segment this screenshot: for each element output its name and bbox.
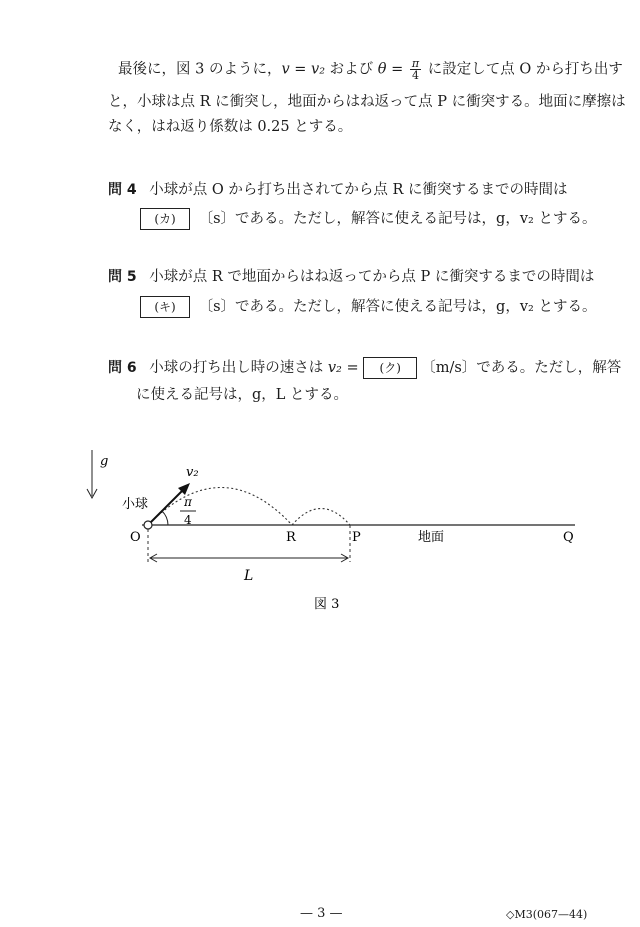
q6-text-1a: 小球の打ち出し時の速さは	[149, 360, 328, 376]
page-number: — 3 —	[300, 906, 343, 921]
velocity-arrow-line	[148, 489, 184, 525]
q5-label: 問 5	[108, 269, 137, 285]
point-r-label: R	[286, 530, 296, 545]
fraction-pi-over-4	[410, 58, 421, 81]
point-q-label: Q	[563, 530, 574, 545]
distance-label: L	[244, 568, 254, 584]
angle-arc	[162, 511, 168, 525]
eq-sign-2: =	[386, 61, 408, 78]
q6-eq-sign: =	[341, 360, 364, 376]
intro-line-2: と，小球は点 R に衝突し，地面からはね返って点 P に衝突する。地面に摩擦は	[108, 94, 626, 110]
intro-line-3: なく，はね返り係数は 0.25 とする。	[108, 119, 353, 135]
ground-label: 地面	[418, 530, 445, 545]
exam-code: ◇M3(067—44)	[506, 908, 588, 921]
q6-text-1b: 〔m/s〕である。ただし，解答	[421, 360, 622, 376]
q6-line-1	[108, 357, 621, 379]
trajectory-r-to-p	[292, 509, 350, 526]
q4-label: 問 4	[108, 182, 137, 198]
var-v2: v₂	[311, 61, 326, 78]
ball-label: 小球	[122, 497, 149, 512]
fraction-denominator: 4	[411, 69, 419, 82]
q5-line-1	[108, 267, 594, 287]
q4-text-2: 〔s〕である。ただし，解答に使える記号は，g，v₂ とする。	[198, 211, 597, 227]
q5-text-2: 〔s〕である。ただし，解答に使える記号は，g，v₂ とする。	[198, 299, 597, 315]
q5-line-2	[140, 296, 596, 318]
point-o-label: O	[130, 530, 141, 545]
fraction-numerator: π	[411, 57, 420, 70]
q6-line-2: に使える記号は，g，L とする。	[136, 387, 349, 403]
intro-text-b: および	[325, 61, 378, 78]
figure-caption: 図 3	[314, 597, 340, 612]
intro-text-c: に設定して点 O から打ち出す	[423, 61, 623, 78]
gravity-label: g	[100, 454, 109, 469]
point-p-label: P	[352, 530, 361, 545]
var-v: v	[281, 61, 290, 78]
intro-text-a: 最後に，図 3 のように，	[118, 61, 282, 78]
eq-sign-1: =	[289, 61, 312, 78]
q6-answer-box[interactable]: (ク)	[363, 357, 417, 379]
trajectory-o-to-r	[148, 488, 292, 526]
q6-label: 問 6	[108, 360, 137, 376]
q4-line-2	[140, 208, 596, 230]
figure-3-diagram	[0, 440, 640, 640]
q6-var-v2: v₂	[327, 360, 342, 376]
q5-text-1: 小球が点 R で地面からはね返ってから点 P に衝突するまでの時間は	[149, 269, 595, 285]
q4-answer-box[interactable]: (カ)	[140, 208, 190, 230]
q4-line-1	[108, 180, 567, 200]
ball-icon	[144, 521, 152, 529]
q5-answer-box[interactable]: (キ)	[140, 296, 190, 318]
angle-denominator: 4	[184, 513, 192, 527]
var-theta: θ	[377, 61, 387, 78]
intro-line-1	[118, 58, 623, 81]
q4-text-1: 小球が点 O から打ち出されてから点 R に衝突するまでの時間は	[149, 182, 568, 198]
velocity-label: v₂	[186, 465, 199, 480]
angle-numerator: π	[184, 495, 192, 509]
